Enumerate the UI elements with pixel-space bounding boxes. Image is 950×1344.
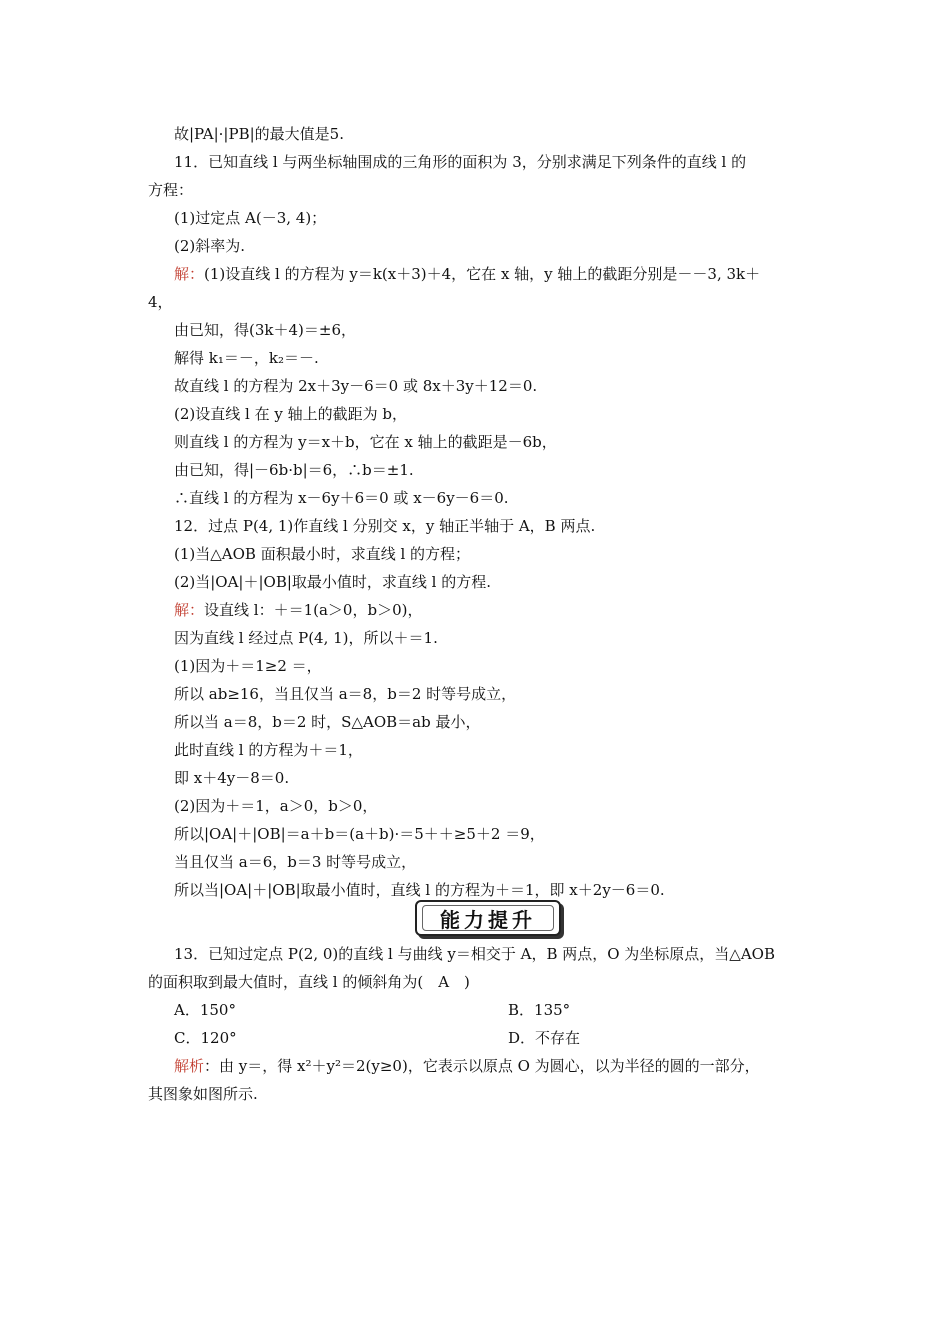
line-text: 方程：	[148, 181, 194, 199]
line-text: 12．过点 P(4, 1)作直线 l 分别交 x，y 轴正半轴于 A，B 两点.	[174, 517, 596, 535]
option-left: A．150°	[174, 1001, 236, 1019]
line-text: 设直线 l：＋＝1(a＞0，b＞0)，	[204, 601, 423, 619]
text-line	[174, 628, 824, 648]
text-line	[174, 600, 824, 620]
line-text: 11．已知直线 l 与两坐标轴围成的三角形的面积为 3，分别求满足下列条件的直线 l 的	[174, 153, 747, 171]
line-text: 的面积取到最大值时，直线 l 的倾斜角为( A )	[148, 973, 470, 991]
line-text: 此时直线 l 的方程为＋＝1，	[174, 741, 363, 759]
text-line	[174, 572, 824, 592]
line-text: 所以当|OA|＋|OB|取最小值时，直线 l 的方程为＋＝1，即 x＋2y－6＝0.	[174, 881, 665, 899]
text-line	[174, 404, 824, 424]
line-text: (1)当△AOB 面积最小时，求直线 l 的方程；	[174, 545, 471, 563]
line-text: (1)因为＋＝1≥2 ＝，	[174, 657, 322, 675]
line-text: (2)斜率为.	[174, 237, 246, 255]
line-text: 故|PA|·|PB|的最大值是5.	[174, 125, 344, 143]
text-line	[174, 712, 824, 732]
text-line	[174, 656, 824, 676]
line-text: 故直线 l 的方程为 2x＋3y－6＝0 或 8x＋3y＋12＝0.	[174, 377, 538, 395]
option-left: C．120°	[174, 1029, 237, 1047]
line-text: 13．已知过定点 P(2, 0)的直线 l 与曲线 y＝相交于 A，B 两点，O 为坐标原点，当△AOB	[174, 945, 775, 963]
text-line	[174, 376, 824, 396]
text-line	[174, 768, 824, 788]
text-line	[174, 944, 824, 964]
solution-label: 解：	[174, 265, 205, 283]
line-text: ∴直线 l 的方程为 x－6y＋6＝0 或 x－6y－6＝0.	[174, 489, 509, 507]
text-line	[148, 1084, 798, 1104]
line-text: 即 x＋4y－8＝0.	[174, 769, 290, 787]
text-line	[148, 180, 798, 200]
text-line	[174, 824, 824, 844]
text-line	[174, 880, 824, 900]
text-line	[174, 152, 824, 172]
text-line	[174, 320, 824, 340]
text-line	[174, 544, 824, 564]
text-line	[174, 264, 824, 284]
solution-label: 解：	[174, 601, 205, 619]
text-line	[174, 488, 824, 508]
line-text: ：由 y＝，得 x²＋y²＝2(y≥0)，它表示以原点 O 为圆心，以为半径的圆的一部分，	[204, 1057, 760, 1075]
line-text: 当且仅当 a＝6，b＝3 时等号成立，	[174, 853, 417, 871]
line-text: (2)设直线 l 在 y 轴上的截距为 b，	[174, 405, 407, 423]
section-badge	[415, 900, 561, 936]
line-text: 由已知，得|－6b·b|＝6，∴b＝±1.	[174, 461, 414, 479]
text-line	[174, 684, 824, 704]
section-badge-label: 能力提升	[422, 905, 554, 931]
line-text: 所以|OA|＋|OB|＝a＋b＝(a＋b)·＝5＋＋≥5＋2 ＝9，	[174, 825, 545, 843]
text-line	[174, 1056, 824, 1076]
text-line	[148, 972, 798, 992]
text-line	[174, 516, 824, 536]
text-line	[174, 208, 824, 228]
line-text: 所以当 a＝8，b＝2 时，S△AOB＝ab 最小，	[174, 713, 481, 731]
text-line	[174, 432, 824, 452]
option-right: D．不存在	[508, 1029, 581, 1047]
text-line	[174, 124, 824, 144]
line-text: 因为直线 l 经过点 P(4, 1)，所以＋＝1.	[174, 629, 438, 647]
line-text: 由已知，得(3k＋4)＝±6，	[174, 321, 356, 339]
option-right: B．135°	[508, 1001, 571, 1019]
line-text: (1)过定点 A(－3, 4)；	[174, 209, 327, 227]
solution-label: 解析	[174, 1057, 205, 1075]
line-text: (2)当|OA|＋|OB|取最小值时，求直线 l 的方程.	[174, 573, 492, 591]
text-line	[174, 796, 824, 816]
line-text: (2)因为＋＝1，a＞0，b＞0，	[174, 797, 378, 815]
text-line	[174, 852, 824, 872]
line-text: 其图象如图所示.	[148, 1085, 258, 1103]
line-text: 所以 ab≥16，当且仅当 a＝8，b＝2 时等号成立，	[174, 685, 517, 703]
option-row	[174, 1028, 824, 1048]
text-line	[174, 236, 824, 256]
line-text: 解得 k₁＝－，k₂＝－.	[174, 349, 319, 367]
text-line	[174, 460, 824, 480]
text-line	[174, 740, 824, 760]
text-line	[174, 348, 824, 368]
line-text: (1)设直线 l 的方程为 y＝k(x＋3)＋4，它在 x 轴，y 轴上的截距分别是－－3, 3k＋	[204, 265, 761, 283]
option-row	[174, 1000, 824, 1020]
line-text: 则直线 l 的方程为 y＝x＋b，它在 x 轴上的截距是－6b，	[174, 433, 557, 451]
line-text: 4，	[148, 293, 173, 311]
text-line	[148, 292, 798, 312]
